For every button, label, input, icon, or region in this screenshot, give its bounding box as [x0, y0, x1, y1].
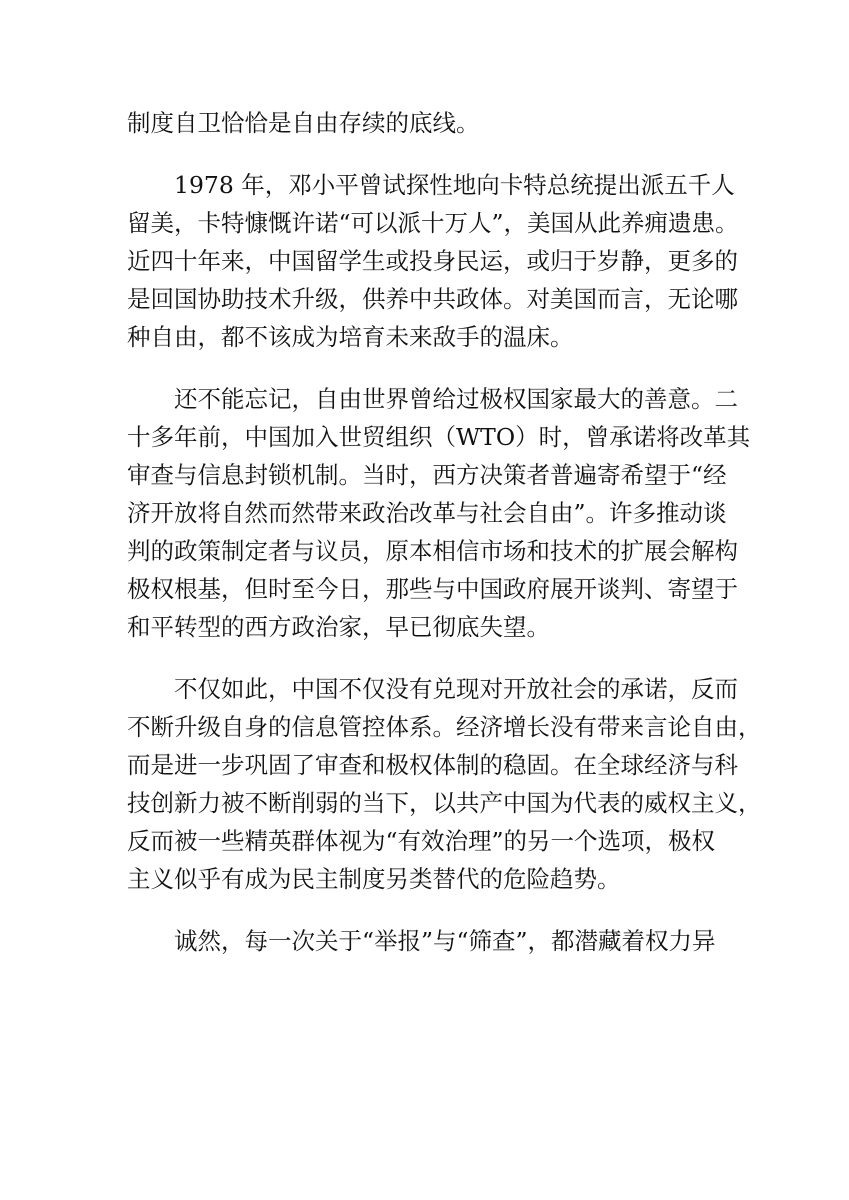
text-line: 诚然，每一次关于“举报”与“筛查”，都潜藏着权力异: [174, 927, 716, 955]
text-line: 审查与信息封锁机制。当时，西方决策者普遍寄希望于“经: [127, 461, 727, 489]
text-line: 是回国协助技术升级，供养中共政体。对美国而言，无论哪: [127, 285, 738, 313]
text-line: 不仅如此，中国不仅没有兑现对开放社会的承诺，反而: [174, 675, 738, 703]
paragraph-4: [127, 670, 762, 898]
document-body: [127, 104, 762, 984]
text-line: 十多年前，中国加入世贸组织（WTO）时，曾承诺将改革其: [127, 423, 751, 451]
text-line: 济开放将自然而然带来政治改革与社会自由”。许多推动谈: [127, 499, 727, 527]
text-line: 和平转型的西方政治家，早已彻底失望。: [127, 613, 550, 641]
text-line: 近四十年来，中国留学生或投身民运，或归于岁静，更多的: [127, 247, 738, 275]
text-line: 不断升级自身的信息管控体系。经济增长没有带来言论自由，: [127, 713, 762, 741]
text-line: 而是进一步巩固了审查和极权体制的稳固。在全球经济与科: [127, 751, 738, 779]
text-line: 还不能忘记，自由世界曾给过极权国家最大的善意。二: [174, 385, 738, 413]
paragraph-1: [127, 104, 727, 142]
text-line: 种自由，都不该成为培育未来敌手的温床。: [127, 323, 574, 351]
text-line: 极权根基，但时至今日，那些与中国政府展开谈判、寄望于: [127, 575, 738, 603]
text-line: 判的政策制定者与议员，原本相信市场和技术的扩展会解构: [127, 537, 738, 565]
text-line: 留美，卡特慷慨许诺“可以派十万人”，美国从此养痈遗患。: [127, 209, 739, 237]
paragraph-3: [127, 380, 751, 646]
text-line: 主义似乎有成为民主制度另类替代的危险趋势。: [127, 865, 621, 893]
text-line: 1978 年，邓小平曾试探性地向卡特总统提出派五千人: [174, 171, 735, 199]
text-line: 反而被一些精英群体视为“有效治理”的另一个选项，极权: [127, 827, 716, 855]
text-line: 制度自卫恰恰是自由存续的底线。: [127, 109, 480, 137]
paragraph-2: [127, 166, 739, 356]
paragraph-5: [127, 922, 727, 960]
text-line: 技创新力被不断削弱的当下，以共产中国为代表的威权主义，: [127, 789, 762, 817]
